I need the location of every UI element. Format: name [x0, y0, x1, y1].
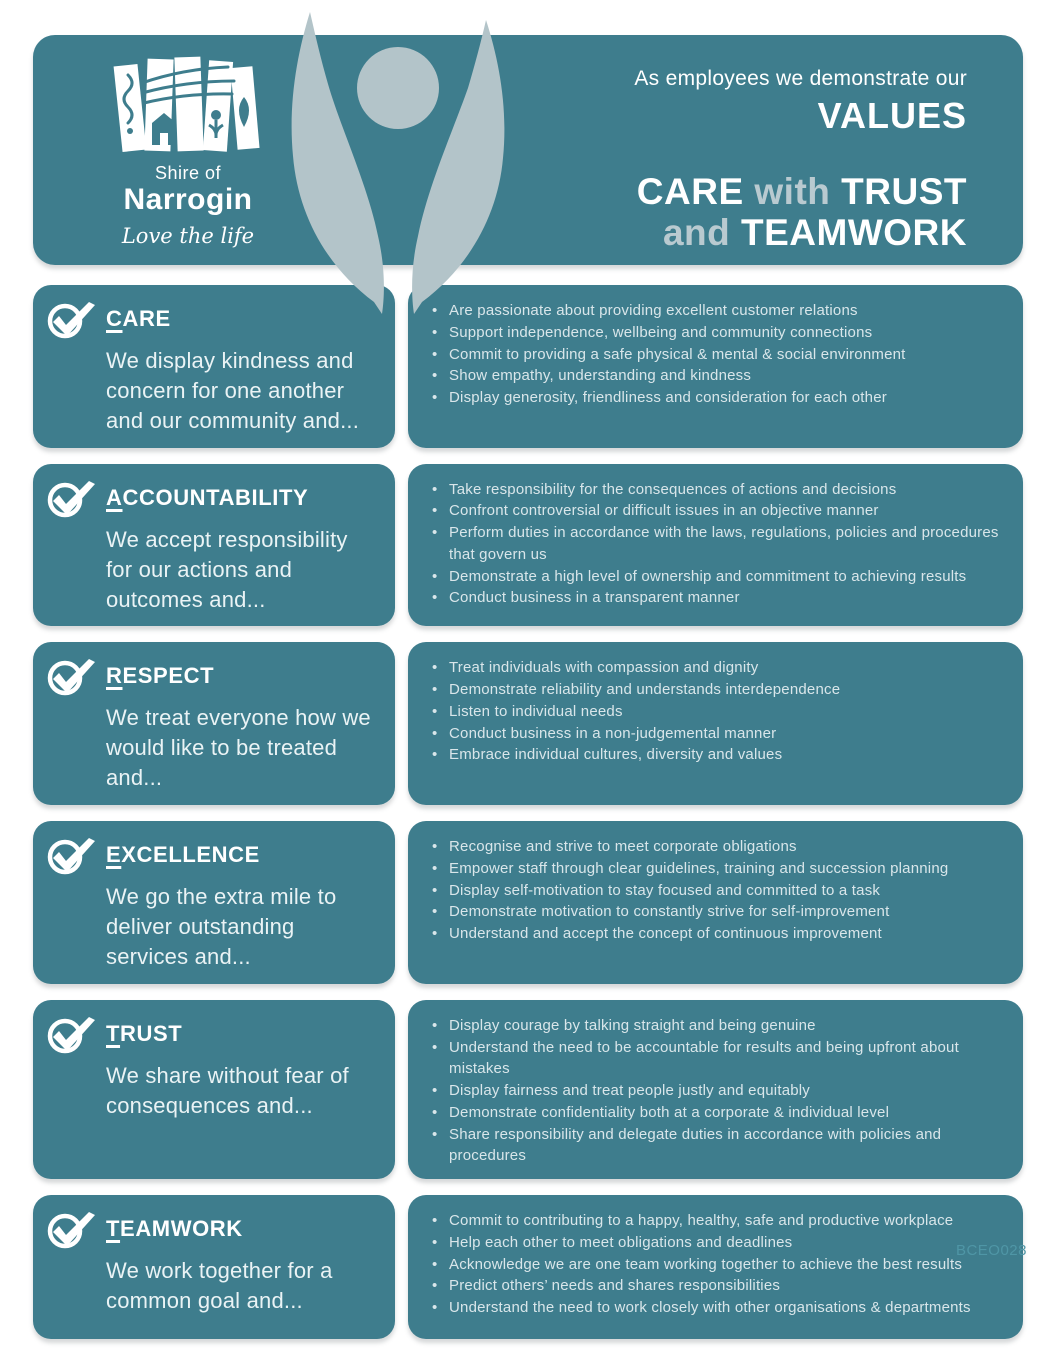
check-circle-icon — [45, 477, 97, 519]
behaviour-item: • Confront controversial or difficult issues in an objective manner — [432, 500, 1003, 522]
value-summary-card — [33, 642, 395, 805]
value-title: TEAMWORK — [106, 1216, 243, 1242]
behaviour-item: • Help each other to meet obligations and deadlines — [432, 1232, 1003, 1254]
behaviour-item: • Demonstrate confidentiality both at a corporate & individual level — [432, 1102, 1003, 1124]
value-row — [33, 464, 1023, 627]
value-behaviours-card — [408, 821, 1023, 984]
value-title-line — [45, 477, 379, 519]
behaviour-item: • Take responsibility for the consequences of actions and decisions — [432, 479, 1003, 501]
check-circle-icon — [45, 655, 97, 697]
behaviour-item: • Conduct business in a non-judgemental manner — [432, 723, 1003, 745]
behaviour-item: • Display fairness and treat people justly and equitably — [432, 1080, 1003, 1102]
behaviour-item: • Demonstrate a high level of ownership and commitment to achieving results — [432, 566, 1003, 588]
check-circle-icon — [45, 1013, 97, 1055]
behaviour-list — [432, 657, 1003, 766]
header-values-word: VALUES — [817, 95, 967, 136]
value-title-line — [45, 655, 379, 697]
behaviour-item: • Show empathy, understanding and kindness — [432, 365, 1003, 387]
behaviour-item: • Acknowledge we are one team working together to achieve the best results — [432, 1254, 1003, 1276]
behaviour-item: • Share responsibility and delegate duties in accordance with policies and procedures — [432, 1124, 1003, 1168]
header-slogan — [497, 171, 967, 254]
value-summary-card — [33, 464, 395, 627]
behaviour-item: • Display self-motivation to stay focused and committed to a task — [432, 880, 1003, 902]
value-description: We share without fear of consequences and... — [106, 1062, 349, 1118]
value-description: We work together for a common goal and... — [106, 1258, 333, 1314]
value-title-line — [45, 1208, 379, 1250]
value-title: ACCOUNTABILITY — [106, 484, 309, 510]
behaviour-item: • Recognise and strive to meet corporate obligations — [432, 836, 1003, 858]
behaviour-list — [432, 1015, 1003, 1167]
behaviour-item: • Embrace individual cultures, diversity and values — [432, 744, 1003, 766]
behaviour-item: • Predict others’ needs and shares responsibilities — [432, 1275, 1003, 1297]
value-behaviours-card — [408, 1195, 1023, 1339]
behaviour-item: • Conduct business in a transparent manner — [432, 587, 1003, 609]
value-title: CARE — [106, 306, 171, 331]
check-circle-icon — [45, 1208, 97, 1250]
value-row — [33, 1000, 1023, 1179]
value-title: TRUST — [106, 1020, 183, 1046]
logo-narrogin: Narrogin — [123, 183, 253, 216]
header-banner — [33, 35, 1023, 265]
shire-logo — [63, 35, 313, 265]
value-summary-card — [33, 1195, 395, 1339]
behaviour-list — [432, 836, 1003, 945]
value-row — [33, 285, 1023, 448]
behaviour-item: • Commit to contributing to a happy, healthy, safe and productive workplace — [432, 1210, 1003, 1232]
check-circle-icon — [45, 298, 97, 340]
value-description: We go the extra mile to deliver outstanding services and... — [106, 884, 337, 969]
value-description: We treat everyone how we would like to be treated and... — [106, 705, 371, 791]
logo-shire-of: Shire of — [154, 163, 222, 183]
value-title: EXCELLENCE — [106, 842, 260, 868]
header-text — [497, 67, 967, 254]
value-summary-card — [33, 1000, 395, 1179]
value-behaviours-card — [408, 642, 1023, 805]
behaviour-list — [432, 479, 1003, 610]
behaviour-item: • Understand the need to be accountable for results and being upfront about mistakes — [432, 1037, 1003, 1081]
value-description: We display kindness and concern for one another and our community and... — [106, 348, 360, 433]
value-behaviours-card — [408, 464, 1023, 627]
behaviour-item: • Treat individuals with compassion and dignity — [432, 657, 1003, 679]
logo-tagline: Love the life — [121, 223, 255, 248]
behaviour-item: • Demonstrate motivation to constantly strive for self-improvement — [432, 901, 1003, 923]
value-summary-card — [33, 821, 395, 984]
document-code: BCEO028 — [955, 1242, 1027, 1259]
value-behaviours-card — [408, 1000, 1023, 1179]
slogan-line-2: and TEAMWORK — [662, 212, 967, 254]
value-title-line — [45, 1013, 379, 1055]
value-description: We accept responsibility for our actions and outcomes and... — [106, 526, 348, 612]
behaviour-item: • Empower staff through clear guidelines, training and succession planning — [432, 858, 1003, 880]
person-raised-arms-icon — [278, 6, 518, 316]
values-list — [33, 285, 1023, 1355]
behaviour-item: • Are passionate about providing excellent customer relations — [432, 300, 1003, 322]
behaviour-item: • Perform duties in accordance with the laws, regulations, policies and procedures that govern us — [432, 522, 1003, 566]
behaviour-list — [432, 300, 1003, 409]
behaviour-item: • Listen to individual needs — [432, 701, 1003, 723]
value-title: RESPECT — [106, 663, 215, 689]
behaviour-item: • Display generosity, friendliness and consideration for each other — [432, 387, 1003, 409]
behaviour-item: • Commit to providing a safe physical & mental & social environment — [432, 344, 1003, 366]
behaviour-item: • Understand the need to work closely with other organisations & departments — [432, 1297, 1003, 1319]
behaviour-list — [432, 1210, 1003, 1319]
header-intro: As employees we demonstrate our — [634, 67, 967, 90]
behaviour-item: • Display courage by talking straight and being genuine — [432, 1015, 1003, 1037]
slogan-line-1: CARE with TRUST — [636, 171, 967, 212]
shire-logo-icon — [108, 53, 268, 161]
behaviour-item: • Demonstrate reliability and understands interdependence — [432, 679, 1003, 701]
value-row — [33, 1195, 1023, 1339]
value-row — [33, 642, 1023, 805]
check-circle-icon — [45, 834, 97, 876]
behaviour-item: • Understand and accept the concept of continuous improvement — [432, 923, 1003, 945]
behaviour-item: • Support independence, wellbeing and community connections — [432, 322, 1003, 344]
value-row — [33, 821, 1023, 984]
value-title-line — [45, 834, 379, 876]
